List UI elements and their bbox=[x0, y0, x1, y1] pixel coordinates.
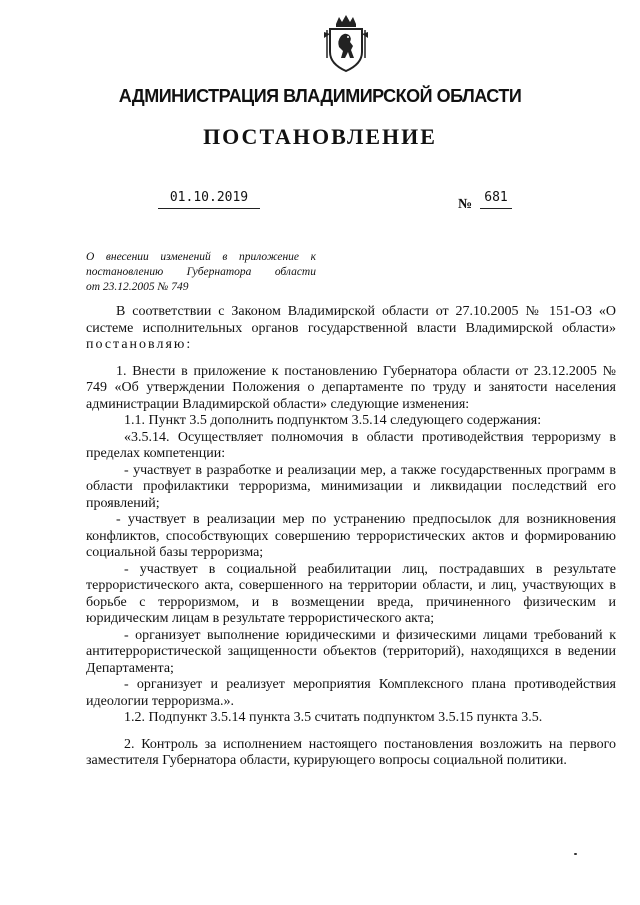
document-subject bbox=[86, 250, 316, 295]
bullet-item: - участвует в социальной реабилитации лиц, пострадавших в результате террористического акта, совершенного на территории области, и лиц, участвующих в борьбе с терроризмом, и в возмещении вреда, причиненного физическим и юридическим лицам в результате террористического акта; bbox=[86, 561, 616, 626]
preamble-text: В соответствии с Законом Владимирской области от 27.10.2005 № 151-ОЗ «О системе исполнительных органов государственной власти Владимирской области» bbox=[86, 304, 616, 336]
bullet-item: - участвует в разработке и реализации мер, а также государственных программ в области профилактики терроризма, минимизации и ликвидации последствий его проявлений; bbox=[86, 462, 616, 511]
subject-line: постановлению Губернатора области bbox=[86, 266, 316, 278]
paragraph-1-1: 1.1. Пункт 3.5 дополнить подпунктом 3.5.14 следующего содержания: bbox=[124, 413, 542, 428]
bullet-item: - организует и реализует мероприятия Комплексного плана противодействия идеологии терроризма.». bbox=[86, 677, 616, 709]
preamble-verb: постановляю: bbox=[86, 337, 193, 352]
paragraph-2: 2. Контроль за исполнением настоящего постановления возложить на первого заместителя Губернатора области, курирующего вопросы социальной политики. bbox=[86, 736, 616, 768]
preamble-paragraph bbox=[86, 304, 616, 354]
bullet-item: - организует выполнение юридическими и физическими лицами требований к антитеррористической защищенности объектов (территорий), находящихся в ведении Департамента; bbox=[86, 627, 616, 676]
scan-mark bbox=[574, 853, 577, 855]
paragraph-1-2: 1.2. Подпункт 3.5.14 пункта 3.5 считать подпунктом 3.5.15 пункта 3.5. bbox=[124, 710, 543, 725]
document-type-title: ПОСТАНОВЛЕНИЕ bbox=[203, 124, 437, 149]
bullet-item: - участвует в реализации мер по устранению предпосылок для возникновения конфликтов, способствующих совершению террористических актов и формированию социальной базы терроризма; bbox=[86, 512, 616, 560]
organization-title: АДМИНИСТРАЦИЯ ВЛАДИМИРСКОЙ ОБЛАСТИ bbox=[118, 86, 522, 106]
subject-line: О внесении изменений в приложение к bbox=[86, 251, 316, 263]
subject-line: от 23.12.2005 № 749 bbox=[86, 281, 189, 293]
subpoint-3-5-14: «3.5.14. Осуществляет полномочия в области противодействия терроризму в пределах компетенции: bbox=[86, 429, 616, 461]
document-body bbox=[86, 304, 616, 770]
paragraph-1: 1. Внести в приложение к постановлению Губернатора области от 23.12.2005 № 749 «Об утверждении Положения о департаменте по труду и занятости населения администрации Владимирской области» следующие изменения: bbox=[86, 363, 616, 412]
coat-of-arms-emblem bbox=[321, 14, 371, 74]
document-date: 01.10.2019 bbox=[158, 190, 260, 209]
document-number: 681 bbox=[480, 190, 512, 209]
number-label: № bbox=[458, 197, 473, 212]
